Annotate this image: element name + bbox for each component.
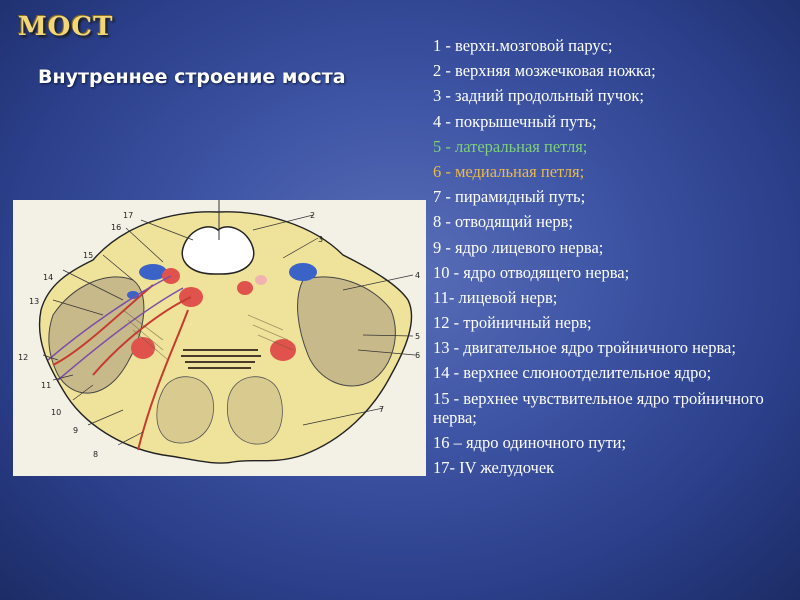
nucleus-blue-right: [289, 263, 317, 281]
legend-item: 8 - отводящий нерв;: [433, 212, 573, 232]
figure-label: 9: [73, 426, 79, 435]
nucleus-pink: [255, 275, 267, 285]
figure-label: 11: [41, 381, 52, 390]
slide-subtitle: Внутреннее строение моста: [38, 66, 346, 88]
fourth-ventricle: [182, 227, 254, 274]
legend-item: 12 - тройничный нерв;: [433, 313, 592, 333]
figure-label: 4: [415, 271, 421, 280]
pons-diagram: [13, 200, 426, 476]
figure-label: 2: [310, 211, 316, 220]
nucleus-red-4: [237, 281, 253, 295]
figure-label: 8: [93, 450, 99, 459]
legend-item-medial-lemniscus: 6 - медиальная петля;: [433, 161, 585, 181]
figure-label: 17: [123, 211, 134, 220]
legend-item: 13 - двигательное ядро тройничного нерва;: [433, 338, 736, 358]
legend-item-lateral-lemniscus: 5 - латеральная петля;: [433, 136, 588, 156]
legend-item: 14 - верхнее слюноотделительное ядро;: [433, 363, 712, 383]
figure-label: 16: [111, 223, 122, 232]
figure-label: 15: [83, 251, 94, 260]
figure-label: 14: [43, 273, 54, 282]
legend-item: 11- лицевой нерв;: [433, 287, 558, 307]
figure-label: 5: [415, 332, 421, 341]
legend-item: 7 - пирамидный путь;: [433, 187, 586, 207]
figure-label: 12: [18, 353, 29, 362]
legend-item: 16 – ядро одиночного пути;: [433, 432, 627, 452]
figure-label: 13: [29, 297, 40, 306]
legend-item: 3 - задний продольный пучок;: [433, 86, 644, 106]
figure-label: 7: [379, 405, 385, 414]
legend-item: 2 - верхняя мозжечковая ножка;: [433, 61, 656, 81]
legend-item: 4 - покрышечный путь;: [433, 111, 597, 131]
legend-item: 9 - ядро лицевого нерва;: [433, 237, 604, 257]
figure-label: 10: [51, 408, 62, 417]
slide-title: МОСТ: [18, 12, 114, 42]
figure-label: 3: [318, 235, 324, 244]
legend-item: 15 - верхнее чувствительное ядро тройничного нерва;: [433, 388, 764, 427]
legend-item: 17- IV желудочек: [433, 458, 555, 477]
legend-item: 10 - ядро отводящего нерва;: [433, 262, 630, 282]
legend-item: 1 - верхн.мозговой парус;: [433, 36, 613, 55]
legend-list: [433, 36, 793, 483]
basilar-right: [227, 377, 282, 444]
figure-label: 6: [415, 351, 421, 360]
pons-cross-section-figure: [13, 200, 426, 476]
